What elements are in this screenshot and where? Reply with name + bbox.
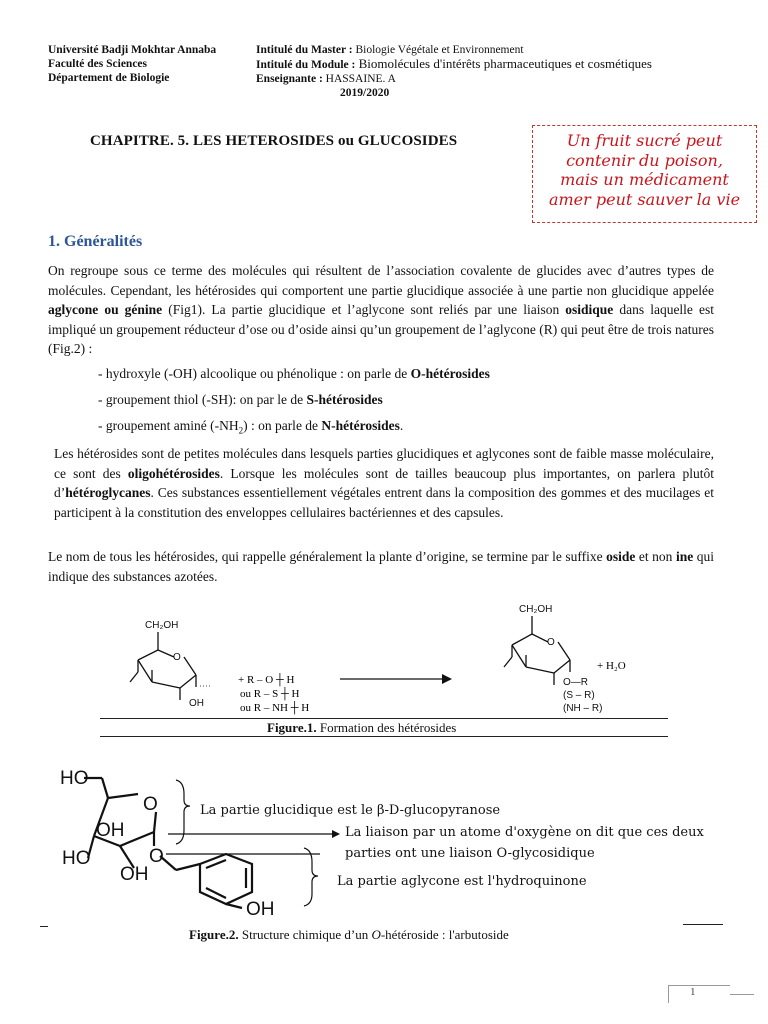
module-line <box>256 57 726 72</box>
paragraph-suffix: Le nom de tous les hétérosides, qui rappelle généralement la plante d’origine, se termine par le suffixe oside et non ine qui indique des substances azotées. <box>48 549 714 584</box>
fig1-right-ring <box>504 616 570 685</box>
paragraph-intro: On regroupe sous ce terme des molécules qui résultent de l’association covalente de glucides avec d’autres types de molécules. Cependant, les hétérosides qui comportent une partie glucidique associée à une partie non glucidique appelée aglycone ou génine (Fig1). La partie glucidique et l’aglycone sont reliés par une liaison osidique dans laquelle est impliqué un groupement réducteur d’ose ou d’oside ainsi qu’un groupement de l’aglycone (R) qui peut être de trois natures (Fig.2) : <box>48 263 714 356</box>
fig1-left-oh: OH <box>189 698 204 709</box>
bullet-n-heterosides: - groupement aminé $(-NH_2)$ : on parle de N-hétérosides. <box>98 418 404 436</box>
master-value: Biologie Végétale et Environnement <box>355 44 524 56</box>
fig2-ring-o: O <box>143 794 158 815</box>
fig2-left-rule <box>40 926 48 927</box>
quote-line: Un fruit sucré peut <box>566 131 723 150</box>
page-number: 1 <box>690 986 696 998</box>
university-name: Université Badji Mokhtar Annaba <box>48 44 217 56</box>
module-label: Intitulé du Module : <box>256 59 356 71</box>
fig2-hydroquinone-ring <box>176 854 252 908</box>
fig2-note-sugar: La partie glucidique est le β-D-glucopyranose <box>200 803 501 818</box>
figure2-caption: Figure.2. Structure chimique d’un O-hétéroside : l'arbutoside <box>189 927 509 942</box>
fig2-note-bond-line2: parties ont une liaison O-glycosidique <box>345 846 595 861</box>
academic-year: 2019/2020 <box>340 87 390 99</box>
fig1-right-sr: (S – R) <box>563 690 595 701</box>
university-header <box>48 43 216 85</box>
section-title: 1. Généralités <box>48 233 143 250</box>
teacher-line <box>256 72 726 86</box>
bullet-o-heterosides: - hydroxyle (-OH) alcoolique ou phénolique : on parle de O-hétérosides <box>98 366 490 381</box>
master-line <box>256 43 726 57</box>
fig2-o-link: O <box>149 846 164 867</box>
paragraph-oligoheterosides: Les hétérosides sont de petites molécules dans lesquels parties glucidiques et aglycones sont de faible masse moléculaire, ce sont des oligohétérosides. Lorsque les molécules sont de tailles beaucoup plus importantes, on parlera plutôt d’hétéroglycanes. Ces substances essentiellement végétales entrent dans la composition des gommes et des mucilages et participent à la constitution des enveloppes cellulaires bactériennes et des capsules. <box>54 446 714 520</box>
fig1-reagent-nh: ou R – NH ┼ H <box>240 702 310 714</box>
fig1-top-rule <box>100 718 668 719</box>
figure1-diagram <box>100 600 680 720</box>
page-corner-line <box>730 994 754 995</box>
fig1-left-ring <box>130 632 196 700</box>
department-name: Département de Biologie <box>48 72 170 84</box>
fig2-right-rule <box>683 924 723 925</box>
fig2-note-bond-line1: La liaison par un atome d'oxygène on dit que ces deux <box>345 825 704 840</box>
teacher-value: HASSAINE. A <box>325 73 396 85</box>
master-label: Intitulé du Master : <box>256 44 353 56</box>
fig1-right-or: O—R <box>563 677 588 688</box>
fig1-reagent-sh: ou R – S ┼ H <box>240 688 300 700</box>
fig2-oh-bottom: OH <box>120 864 149 885</box>
module-value: Biomolécules d'intérêts pharmaceutiques et cosmétiques <box>358 56 652 71</box>
fig2-note-aglycone: La partie aglycone est l'hydroquinone <box>337 874 587 889</box>
quote-line: mais un médicament <box>560 170 729 189</box>
bullet-s-heterosides: - groupement thiol (-SH): on par le de S-hétérosides <box>98 392 383 407</box>
fig1-plus-water: + H₂O <box>597 660 626 672</box>
page-number-box <box>668 985 730 1003</box>
fig2-ho-left: HO <box>62 848 91 869</box>
fig1-left-ch2oh: CH₂OH <box>145 620 179 631</box>
quote-box <box>532 125 757 223</box>
course-header <box>256 43 726 100</box>
fig2-bond-arrow <box>168 830 340 838</box>
fig1-right-nhr: (NH – R) <box>563 703 603 714</box>
fig1-reaction-arrow <box>340 674 452 684</box>
fig2-oh-phenol: OH <box>246 899 275 918</box>
quote-line: amer peut sauver la vie <box>548 189 741 209</box>
quote-line: contenir du poison, <box>566 150 723 170</box>
fig2-oh-mid: OH <box>96 820 125 841</box>
teacher-label: Enseignante : <box>256 73 323 85</box>
fig1-right-ring-o: O <box>547 637 555 648</box>
chapter-title: CHAPITRE. 5. LES HETEROSIDES ou GLUCOSIDES <box>90 133 458 149</box>
faculty-name: Faculté des Sciences <box>48 58 148 70</box>
fig2-ho-top: HO <box>60 768 89 789</box>
figure1-caption: Figure.1. Formation des hétérosides <box>267 720 457 735</box>
fig1-left-ring-o: O <box>173 652 181 663</box>
fig1-bottom-rule <box>100 736 668 737</box>
fig1-reagent-oh: + R – O ┼ H <box>238 674 295 686</box>
fig1-right-ch2oh: CH₂OH <box>519 604 553 615</box>
